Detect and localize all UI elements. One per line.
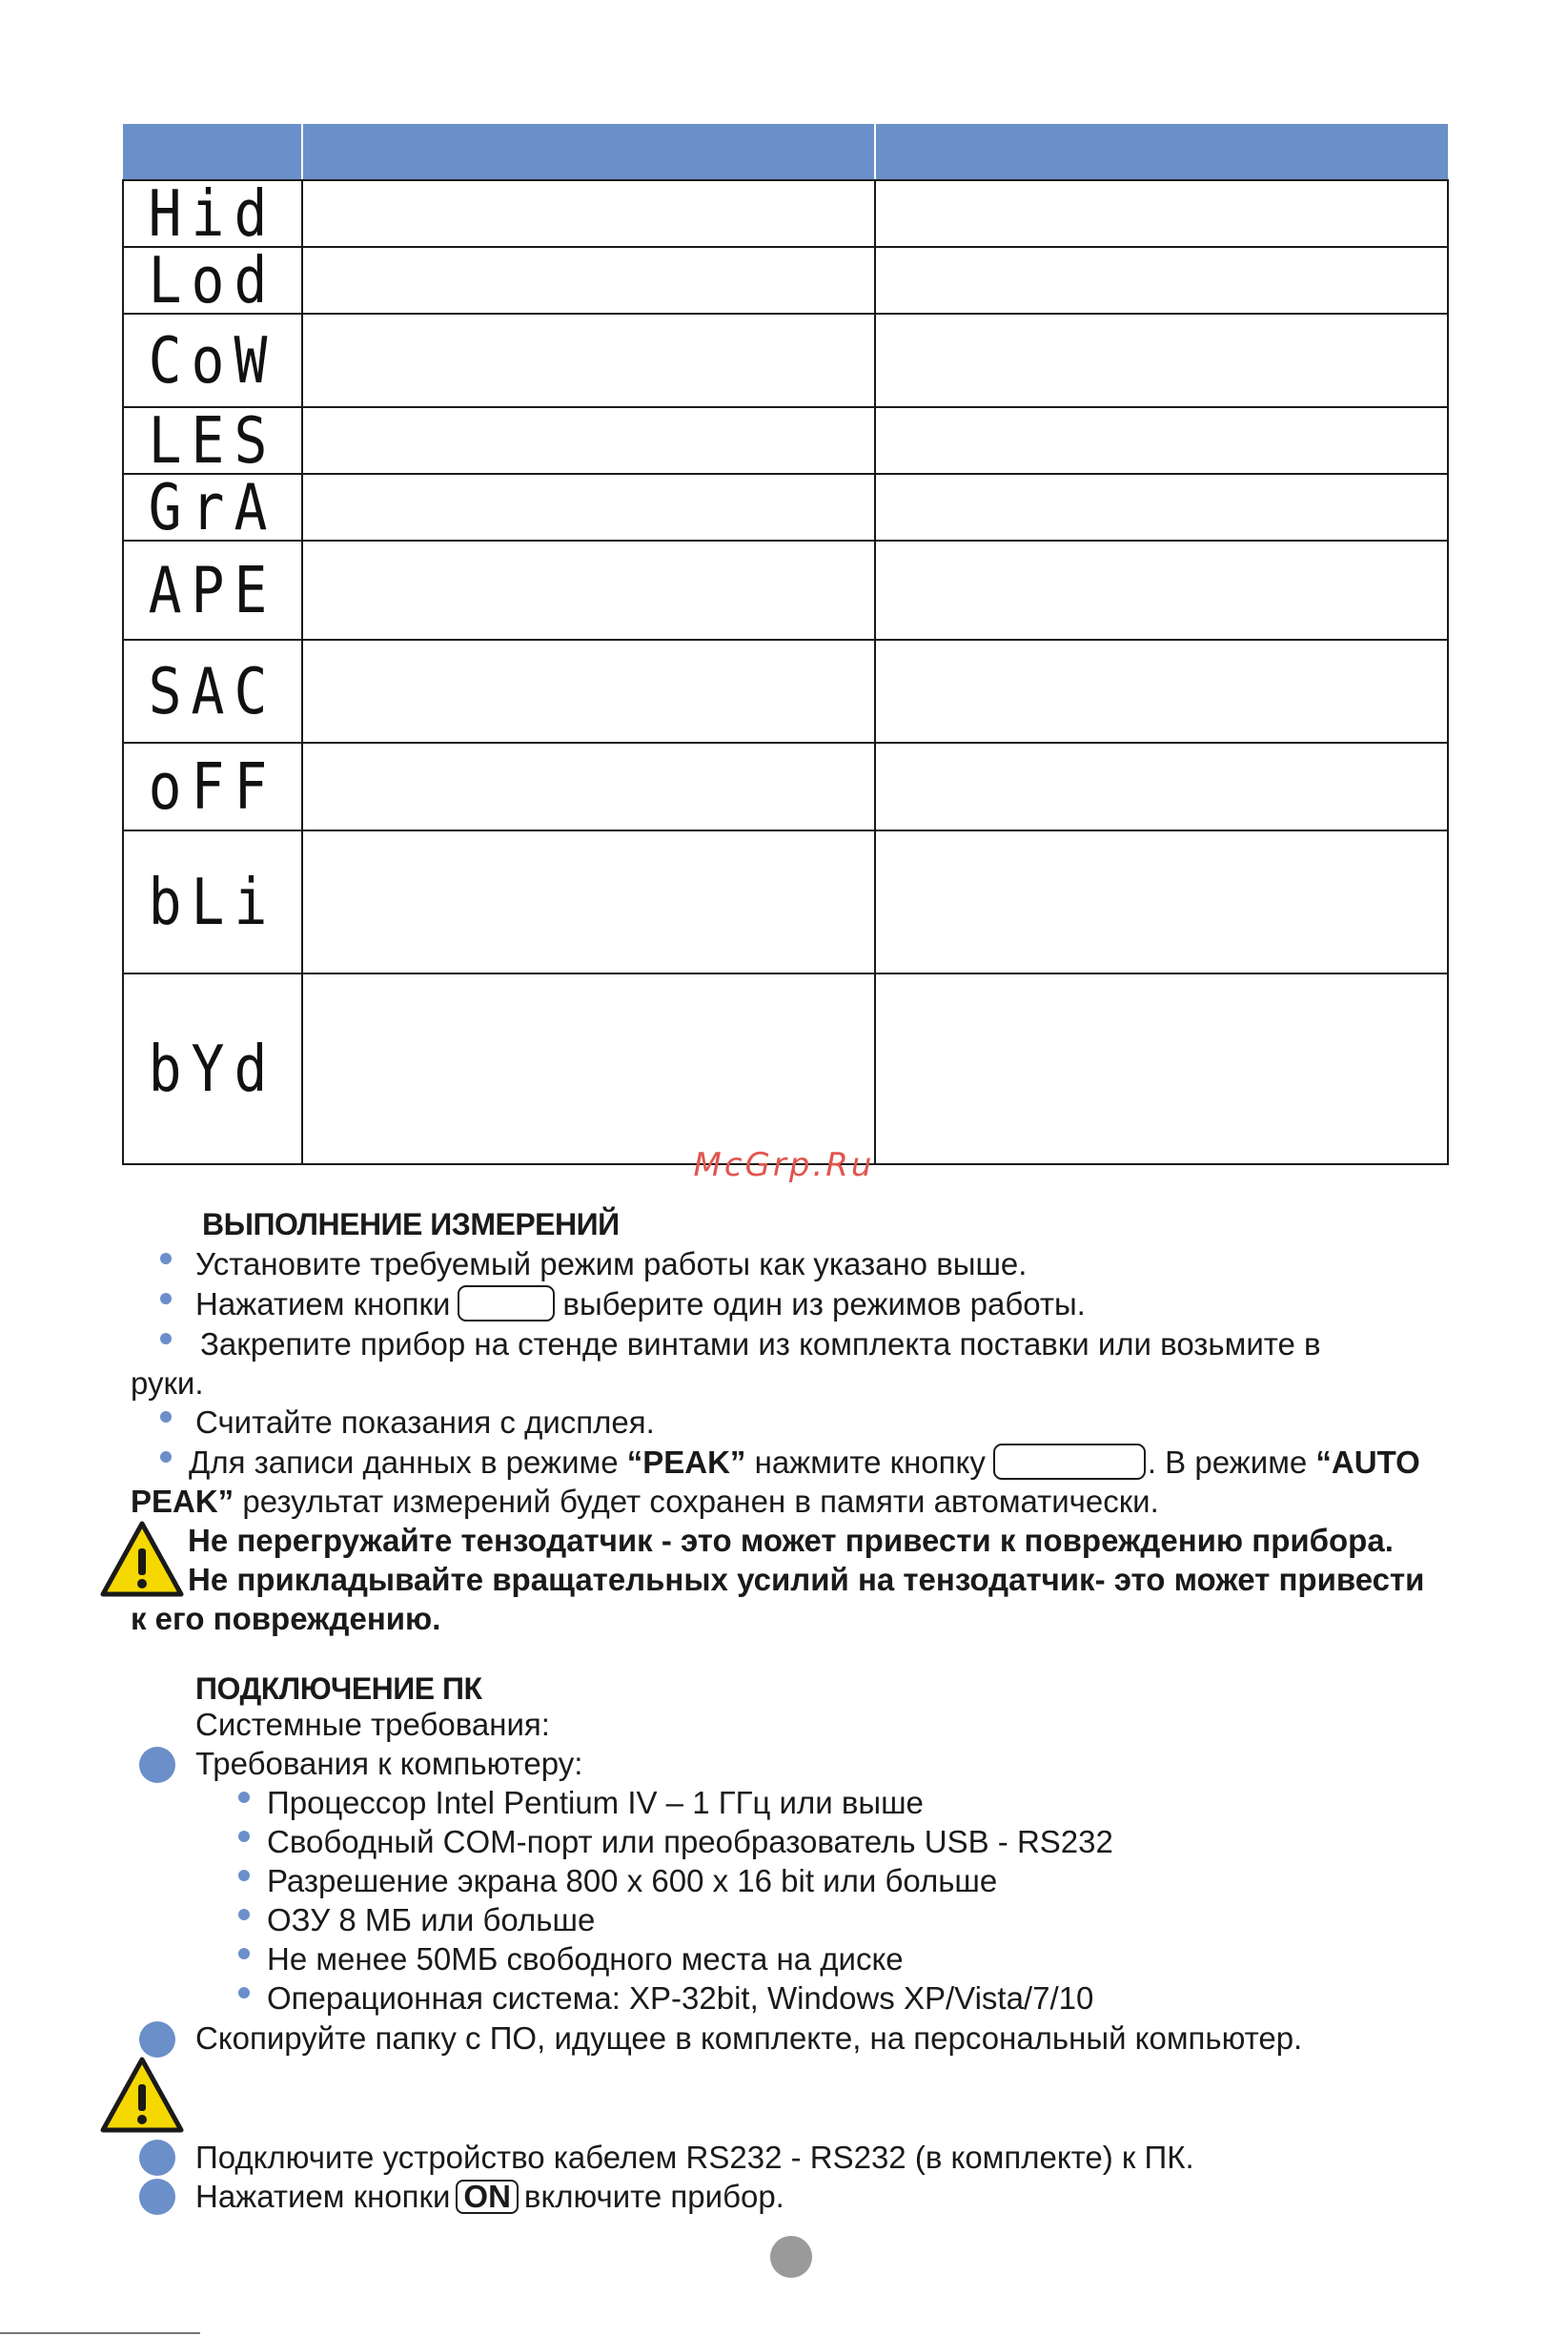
table-header-row [123, 124, 1448, 180]
step-2-pre: Нажатием кнопки [195, 1286, 451, 1322]
copy-step: Скопируйте папку с ПО, идущее в комплекте, на персональный компьютер. [195, 2020, 1303, 2056]
lcd-code: LES [148, 402, 277, 479]
name-cell [302, 474, 875, 541]
measurement-step-5-line1 [189, 1443, 1420, 1483]
lcd-code-cell [123, 830, 302, 973]
bullet-dot [238, 1948, 250, 1959]
power-on-post: включите прибор. [523, 2179, 784, 2214]
warning-icon [99, 2056, 185, 2134]
step-5-mid: нажмите кнопку [745, 1445, 986, 1480]
lcd-code: Lod [148, 242, 277, 318]
lcd-code: bYd [148, 1031, 277, 1107]
mode-button-icon [458, 1285, 555, 1322]
measurement-step-3-line2: руки. [131, 1365, 204, 1401]
name-cell [302, 407, 875, 474]
lcd-code-cell [123, 469, 302, 545]
step-marker [139, 2179, 175, 2215]
page-number-marker [770, 2236, 812, 2278]
name-cell [302, 973, 875, 1164]
measurement-step-4: Считайте показания с дисплея. [195, 1404, 655, 1440]
measurement-step-3-line1: Закрепите прибор на стенде винтами из комплекта поставки или возьмите в [200, 1326, 1321, 1362]
desc-cell [875, 314, 1448, 407]
table-row [123, 541, 1448, 640]
name-cell [302, 640, 875, 743]
req-title: Требования к компьютеру: [195, 1746, 583, 1781]
sysreq-label: Системные требования: [195, 1707, 550, 1742]
pc-heading: ПОДКЛЮЧЕНИЕ ПК [195, 1671, 482, 1706]
table-row [123, 314, 1448, 407]
table-row [123, 640, 1448, 743]
header-cell-code [123, 124, 302, 180]
req-item: Разрешение экрана 800 x 600 x 16 bit или больше [267, 1863, 998, 1898]
bullet-dot [160, 1253, 172, 1264]
power-on-step [195, 2177, 784, 2216]
measurement-step-2 [195, 1284, 1086, 1324]
lcd-code: SAC [148, 653, 277, 729]
name-cell [302, 743, 875, 830]
lcd-code-cell [123, 973, 302, 1164]
table-row [123, 180, 1448, 247]
name-cell [302, 830, 875, 973]
step-marker [139, 2021, 175, 2058]
desc-cell [875, 180, 1448, 247]
footer-rule [0, 2332, 200, 2334]
lcd-code-cell [123, 640, 302, 743]
lcd-code: GrA [148, 469, 277, 545]
desc-cell [875, 830, 1448, 973]
desc-cell [875, 247, 1448, 314]
lcd-code: oFF [148, 748, 277, 825]
step-2-post: выберите один из режимов работы. [562, 1286, 1086, 1322]
lcd-code-cell [123, 314, 302, 407]
measurement-step-1: Установите требуемый режим работы как указано выше. [195, 1246, 1028, 1281]
bullet-dot [160, 1333, 172, 1344]
table-row [123, 830, 1448, 973]
desc-cell [875, 743, 1448, 830]
lcd-code: CoW [148, 322, 277, 399]
peak-label: “PEAK” [626, 1445, 746, 1480]
header-cell-name [302, 124, 875, 180]
bullet-dot [238, 1831, 250, 1842]
header-cell-desc [875, 124, 1448, 180]
table-row [123, 247, 1448, 314]
desc-cell [875, 541, 1448, 640]
lcd-code: Hid [148, 175, 277, 252]
lcd-code-cell [123, 175, 302, 252]
lcd-code: APE [148, 552, 277, 628]
step-5-pre: Для записи данных в режиме [189, 1445, 627, 1480]
desc-cell [875, 973, 1448, 1164]
bullet-dot [238, 1987, 250, 1998]
bullet-dot [160, 1451, 172, 1463]
step-marker [139, 1747, 175, 1783]
on-button-icon: ON [456, 2180, 519, 2214]
watermark: McGrp.Ru [693, 1146, 875, 1184]
lcd-code-cell [123, 402, 302, 479]
auto-label: “AUTO [1315, 1445, 1420, 1480]
lcd-code-cell [123, 242, 302, 318]
bullet-dot [238, 1909, 250, 1920]
req-item: Свободный COM-порт или преобразователь USB - RS232 [267, 1824, 1113, 1859]
power-on-pre: Нажатием кнопки [195, 2179, 451, 2214]
name-cell [302, 314, 875, 407]
bullet-dot [238, 1792, 250, 1803]
name-cell [302, 541, 875, 640]
record-button-icon [993, 1444, 1146, 1480]
warning-torque-line2: к его повреждению. [131, 1601, 441, 1636]
lcd-code-cell [123, 743, 302, 830]
connect-step: Подключите устройство кабелем RS232 - RS232 (в комплекте) к ПК. [195, 2140, 1194, 2175]
lcd-code: bLi [148, 864, 277, 940]
warning-overload: Не перегружайте тензодатчик - это может привести к повреждению прибора. [188, 1523, 1394, 1558]
warning-icon [99, 1520, 185, 1598]
name-cell [302, 180, 875, 247]
name-cell [302, 247, 875, 314]
req-item: Операционная система: XP-32bit, Windows XP/Vista/7/10 [267, 1980, 1094, 2016]
table-row [123, 743, 1448, 830]
table-row [123, 973, 1448, 1164]
desc-cell [875, 640, 1448, 743]
desc-cell [875, 474, 1448, 541]
warning-torque-line1: Не прикладывайте вращательных усилий на тензодатчик- это может привести [188, 1562, 1425, 1597]
bullet-dot [238, 1870, 250, 1881]
desc-cell [875, 407, 1448, 474]
req-item: Процессор Intel Pentium IV – 1 ГГц или выше [267, 1785, 924, 1820]
bullet-dot [160, 1411, 172, 1423]
auto-peak-label: PEAK” [131, 1484, 234, 1519]
req-item: Не менее 50МБ свободного места на диске [267, 1941, 904, 1977]
bullet-dot [160, 1293, 172, 1304]
step-marker [139, 2140, 175, 2176]
lcd-code-cell [123, 541, 302, 640]
step-5-after: . В режиме [1147, 1445, 1316, 1480]
measurement-step-5-line2 [131, 1482, 1159, 1521]
table-row [123, 407, 1448, 474]
display-codes-table [122, 124, 1449, 1165]
req-item: ОЗУ 8 МБ или больше [267, 1902, 596, 1937]
step-5-line2-text: результат измерений будет сохранен в памяти автоматически. [234, 1484, 1159, 1519]
table-row [123, 474, 1448, 541]
measurement-heading: ВЫПОЛНЕНИЕ ИЗМЕРЕНИЙ [202, 1207, 620, 1241]
